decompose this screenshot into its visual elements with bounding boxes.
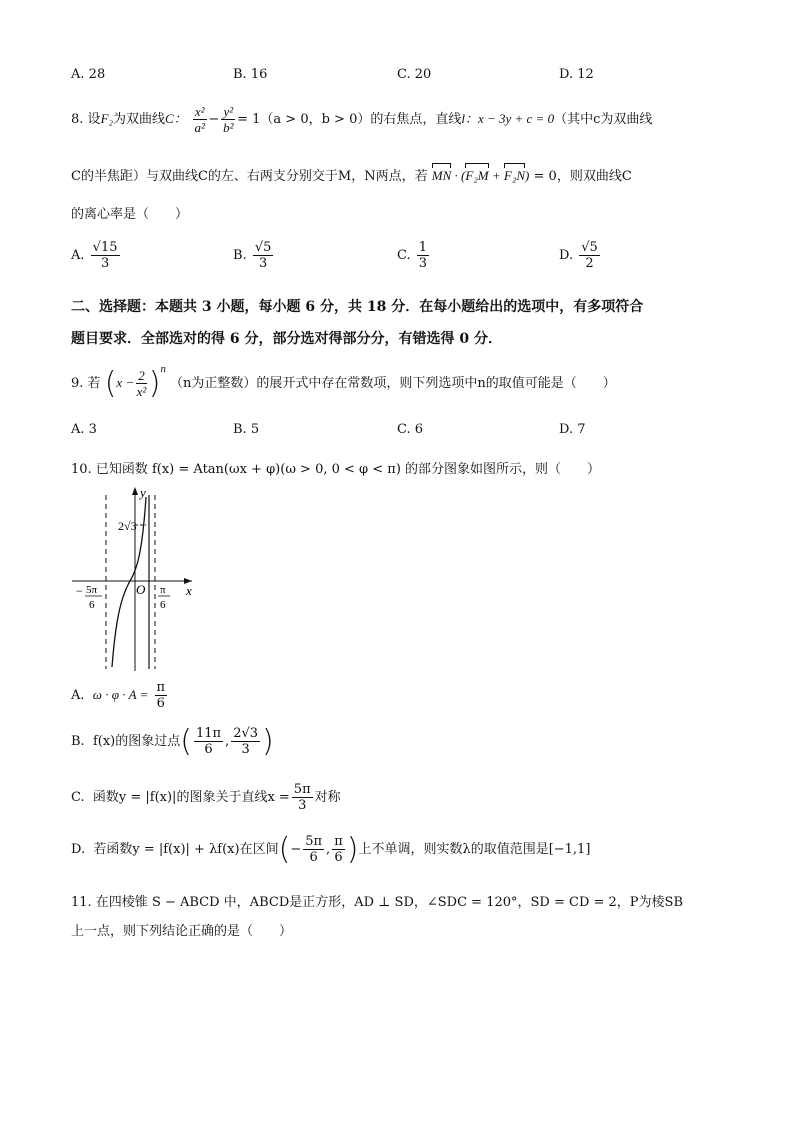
- graph-x-right-den: 6: [160, 599, 166, 611]
- q7-option-b: B. 16: [233, 67, 268, 82]
- graph-x-left-num: 5π: [86, 584, 98, 596]
- q9-option-c: C. 6: [397, 422, 424, 437]
- q8-option-d: D. $\frac{√5}{2}$: [559, 240, 598, 271]
- y-axis-arrow-icon: [132, 487, 138, 495]
- q8-line-2: C的半焦距）与双曲线C的左、右两支分别交于M，N两点，若 MN · (F₂M + F₂N) = 0，则双曲线C: [71, 168, 632, 184]
- q10-option-b: B. f(x)的图象过点( $\frac{11\pi}{6}$ , $\frac{2√3}{3}$ ): [71, 724, 274, 759]
- graph-x-left-sign: −: [76, 584, 83, 598]
- q10-stem: 10. 已知函数 f(x) = Atan(ωx + φ)(ω > 0, 0 < φ < π) 的部分图象如图所示，则（ ）: [71, 462, 601, 477]
- q8-option-c: C. $\frac{1}{3}$: [397, 240, 428, 271]
- graph-y-tick: 2√3: [118, 519, 137, 533]
- q7-option-d: D. 12: [559, 67, 594, 82]
- graph-origin-label: O: [136, 582, 146, 597]
- q10-option-d: D. 若函数y = |f(x)| + λf(x)在区间(− $\frac{5\pi}{6}$ , $\frac{\pi}{6}$ )上不单调，则实数λ的取值范围是[−1,1]: [71, 832, 591, 867]
- graph-y-label: y: [140, 485, 146, 500]
- q7-option-a: A. 28: [71, 67, 106, 82]
- q8-option-b: B. $\frac{√5}{3}$: [233, 240, 272, 271]
- graph-x-label: x: [186, 583, 192, 598]
- section-2-heading-line-1: 二、选择题：本题共 3 小题，每小题 6 分，共 18 分．在每小题给出的选项中，有多项符合: [71, 299, 644, 315]
- q9-option-a: A. 3: [71, 422, 97, 437]
- q8-frac-x: $\frac{\text{x²}}{\text{a²}}$: [194, 104, 205, 135]
- q8-line-1: 8. 设F₂为双曲线C： $\frac{\text{x²}}{\text{a²}}$ − $\frac{\text{y²}}{\text{b²}}$ = 1（a > 0，b > 0）的右焦点，直线l：x − 3y + c = 0（其中c为双曲线: [71, 104, 653, 135]
- q11-line-2: 上一点，则下列结论正确的是（ ）: [71, 924, 293, 939]
- q10-graph: [70, 485, 200, 675]
- graph-x-right-num: π: [160, 584, 166, 596]
- q8-option-a: A. $\frac{√15}{3}$: [71, 240, 118, 271]
- q10-option-c: C. 函数y = |f(x)|的图象关于直线x = $\frac{5\pi}{3}$ 对称: [71, 782, 341, 813]
- q9-option-b: B. 5: [233, 422, 260, 437]
- q7-option-c: C. 20: [397, 67, 432, 82]
- q11-line-1: 11. 在四棱锥 S − ABCD 中，ABCD是正方形，AD ⊥ SD，∠SDC = 120°，SD = CD = 2，P为棱SB: [71, 895, 683, 910]
- q9-option-d: D. 7: [559, 422, 586, 437]
- q10-option-a: A. ω · φ · A = $\frac{\pi}{6}$: [71, 680, 166, 711]
- q9-line-1: 9. 若 (x − $\frac{2}{\text{x²}}$ )$^n$ （n为正整数）的展开式中存在常数项，则下列选项中n的取值可能是（ ）: [71, 362, 616, 401]
- q8-line-3: 的离心率是（ ）: [71, 207, 189, 222]
- graph-x-left-den: 6: [89, 599, 95, 611]
- q8-frac-y: $\frac{\text{y²}}{\text{b²}}$: [223, 104, 234, 135]
- section-2-heading-line-2: 题目要求．全部选对的得 6 分，部分选对得部分分，有错选得 0 分．: [71, 331, 502, 347]
